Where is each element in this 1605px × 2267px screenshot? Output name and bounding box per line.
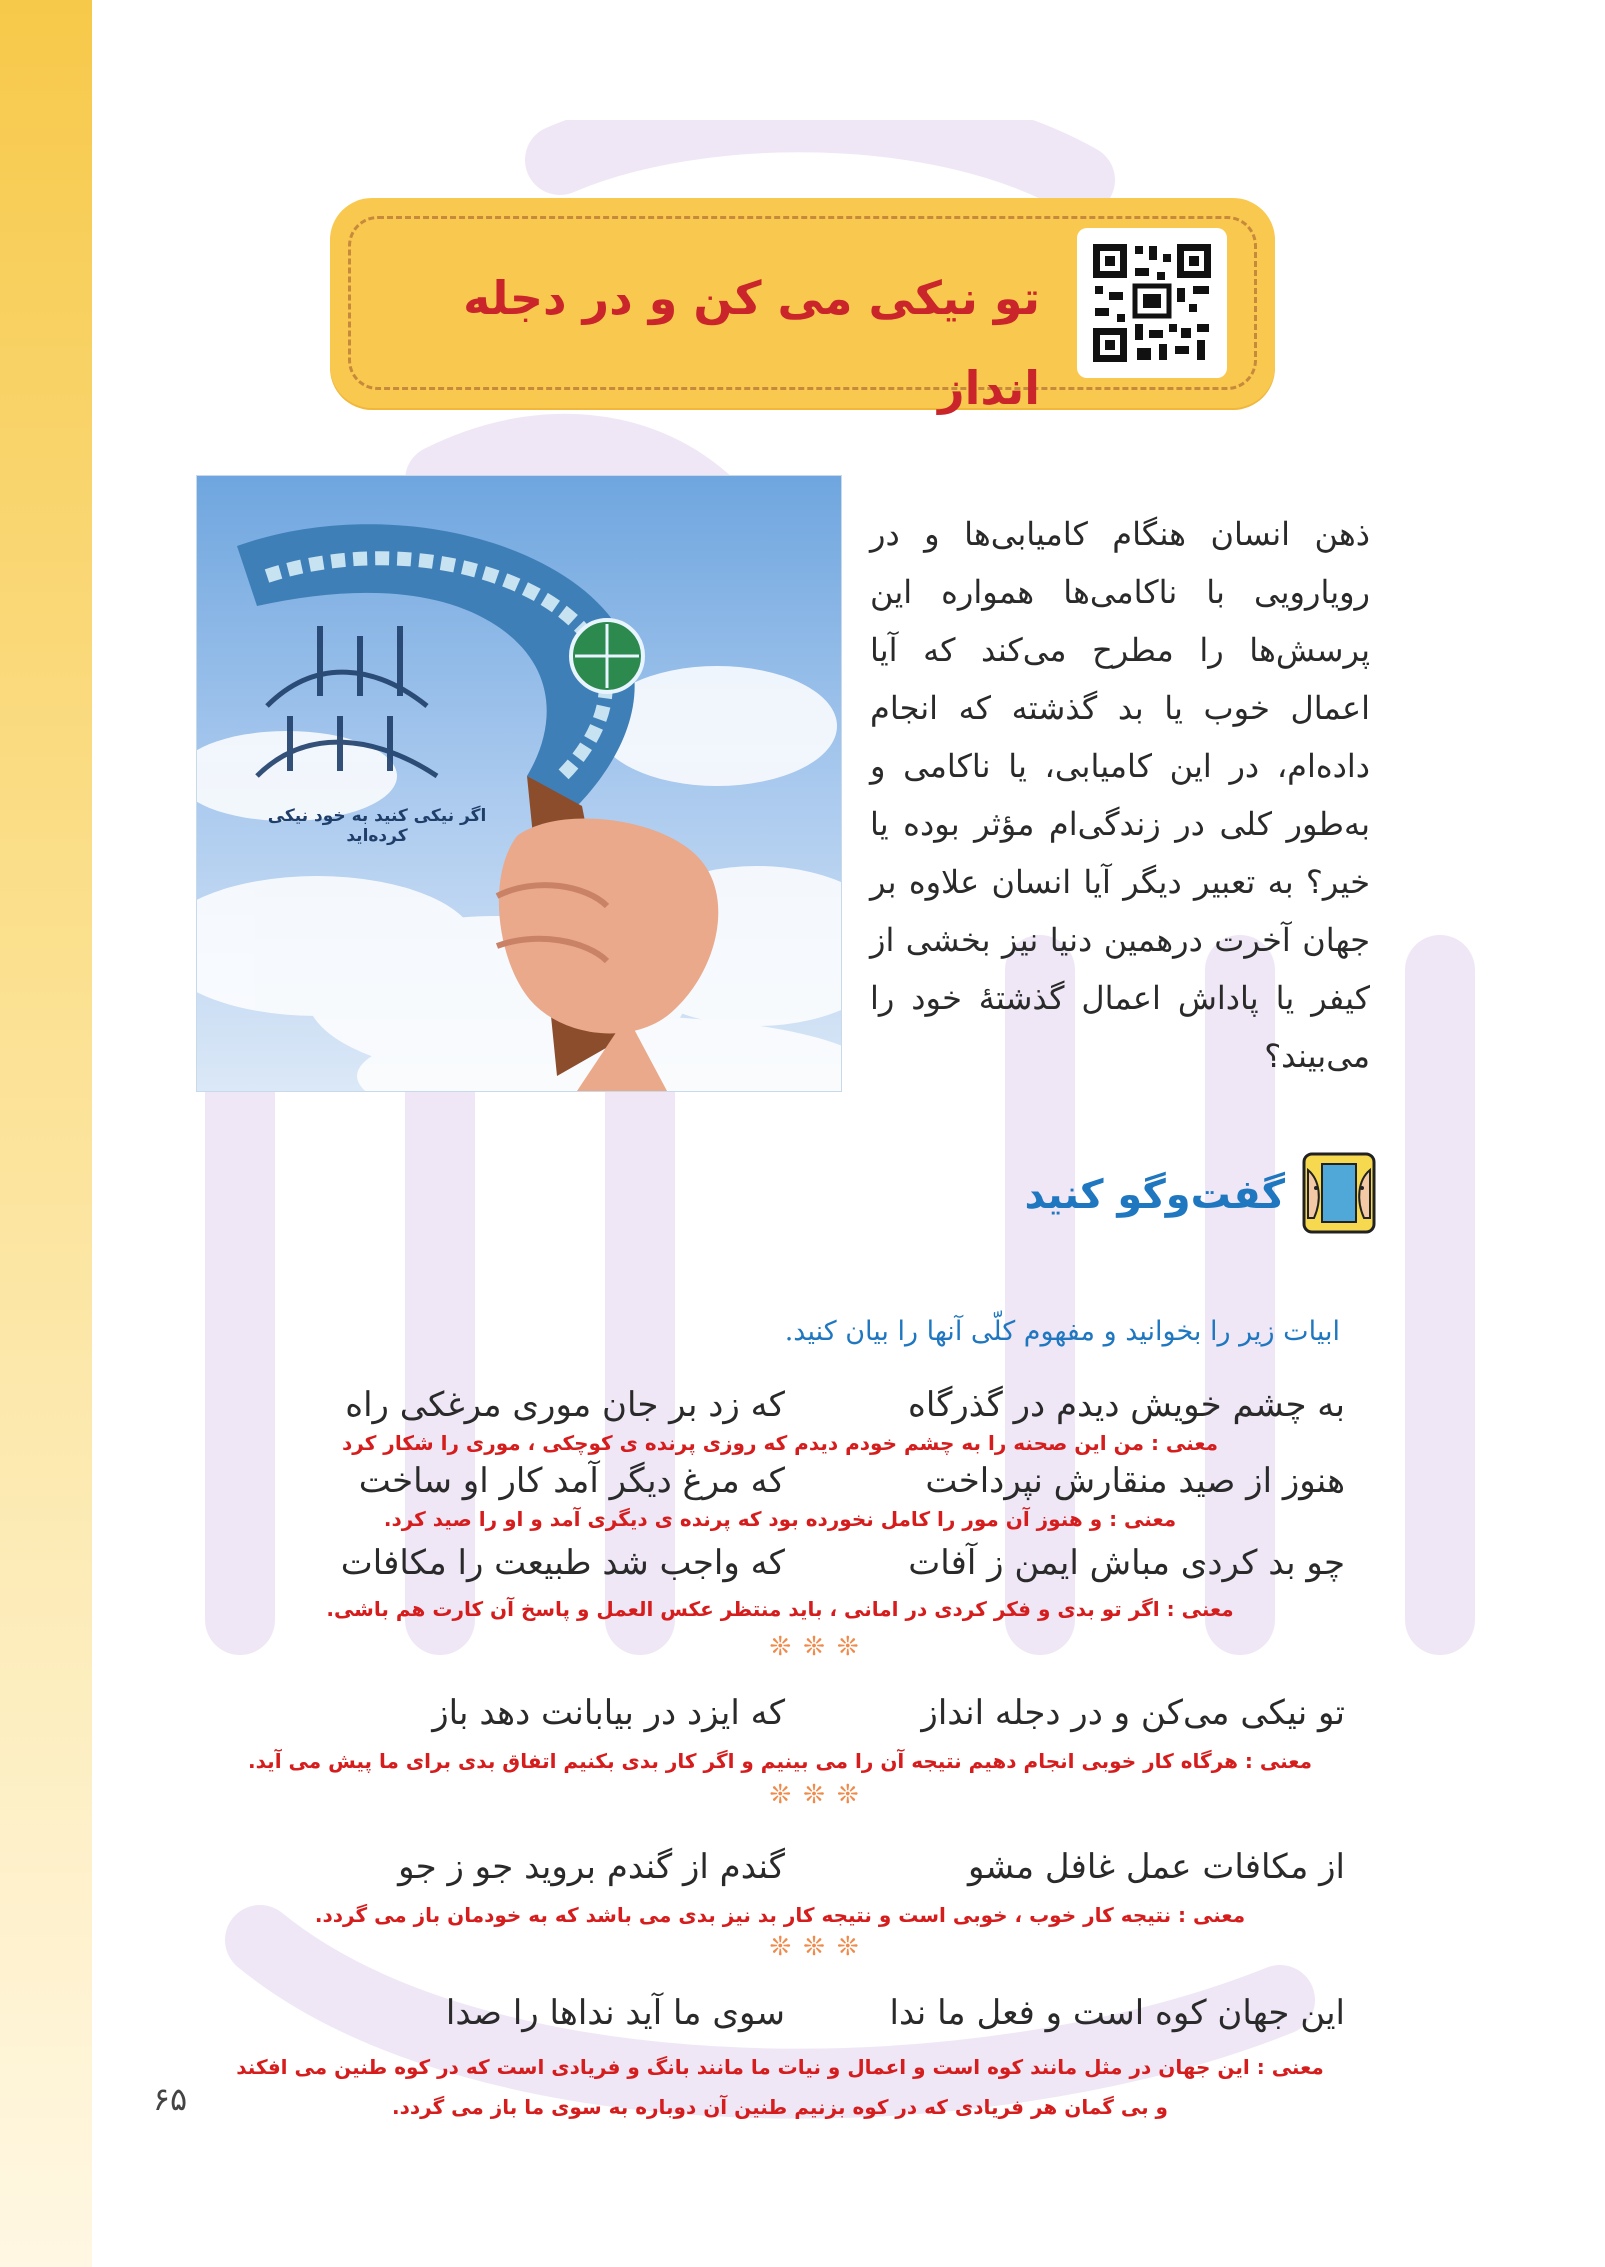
verse-hemistich-1: تو نیکی می‌کن و در دجله انداز — [921, 1693, 1345, 1733]
stars-divider: ❊❊❊ — [769, 1632, 871, 1662]
verse-line — [285, 1988, 1345, 2038]
verse-meaning: معنی : نتیجه کار خوب ، خوبی است و نتیجه کار بد نیز بدی می باشد که به خودمان باز می گردد. — [314, 1903, 1246, 1927]
lesson-title: تو نیکی می کن و در دجله انداز — [463, 271, 1040, 415]
verse-line — [285, 1380, 1345, 1430]
verse-hemistich-2: که مرغ دیگر آمد کار او ساخت — [358, 1461, 785, 1501]
verse-hemistich-1: این جهان کوه است و فعل ما ندا — [889, 1993, 1345, 2033]
verse-hemistich-1: هنوز از صید منقارش نپرداخت — [925, 1461, 1345, 1501]
verse-line — [285, 1688, 1345, 1738]
intro-paragraph: ذهن انسان هنگام کامیابی‌ها و در رویارویی با ناکامی‌ها همواره این پرسش‌ها را مطرح می‌کند که آیا اعمال خوب یا بد گذشته که انجام داده‌ام، در این کامیابی، یا ناکامی و به‌طور کلی در زندگی‌ام مؤثر بوده یا خیر؟ به تعبیر دیگر آیا انسان علاوه بر جهان آخرت درهمین دنیا نیز بخشی از کیفر یا پاداش اعمال گذشتهٔ خود را می‌بیند؟ — [870, 515, 1370, 1075]
verse-meaning-continued: و بی گمان هر فریادی که در کوه بزنیم طنین آن دوباره به سوی ما باز می گردد. — [392, 2095, 1168, 2119]
verse-hemistich-1: چو بد کردی مباش ایمن ز آفات — [908, 1543, 1345, 1583]
image-caption: اگر نیکی کنید به خود نیکی کرده‌اید — [267, 806, 487, 846]
discussion-icon — [1300, 1150, 1378, 1236]
lesson-header — [330, 198, 1275, 415]
discussion-instruction: ابیات زیر را بخوانید و مفهوم کلّی آنها را بیان کنید. — [784, 1316, 1340, 1347]
verse-hemistich-1: از مکافات عمل غافل مشو — [967, 1847, 1345, 1887]
verse-hemistich-1: به چشم خویش دیدم در گذرگاه — [908, 1385, 1345, 1425]
discussion-title: گفت‌وگو کنید — [1024, 1172, 1285, 1218]
verse-hemistich-2: که ایزد در بیابانت دهد باز — [432, 1693, 785, 1733]
verse-line — [285, 1538, 1345, 1588]
boomerang-photo — [196, 475, 842, 1092]
stars-divider: ❊❊❊ — [769, 1932, 871, 1962]
verse-hemistich-2: که زد بر جان موری مرغکی راه — [345, 1385, 785, 1425]
verse-line — [285, 1842, 1345, 1892]
verse-meaning: معنی : اگر تو بدی و فکر کردی در امانی ، باید منتظر عکس العمل و پاسخ آن کارت هم باشی. — [326, 1597, 1234, 1621]
verse-meaning: معنی : و هنوز آن مور را کامل نخورده بود که پرنده ی دیگری آمد و او را صید کرد. — [383, 1507, 1177, 1531]
verse-meaning: معنی : هرگاه کار خوبی انجام دهیم نتیجه آن را می بینیم و اگر کار بدی بکنیم اتفاق بدی برای ما پیش می آید. — [248, 1749, 1312, 1773]
verse-line — [285, 1456, 1345, 1506]
verse-hemistich-2: سوی ما آید نداها را صدا — [445, 1993, 785, 2033]
verse-meaning: معنی : من این صحنه را به چشم خودم دیدم که روزی پرنده ی کوچکی ، موری را شکار کرد — [342, 1431, 1218, 1455]
stars-divider: ❊❊❊ — [769, 1780, 871, 1810]
verse-hemistich-2: گندم از گندم بروید جو ز جو — [398, 1847, 785, 1887]
verse-meaning: معنی : این جهان در مثل مانند کوه است و اعمال و نیات ما مانند بانگ و فریادی است که در کوه طنین می افکند — [236, 2055, 1324, 2079]
side-strip — [0, 0, 92, 2267]
qr-code-icon[interactable] — [1077, 228, 1227, 378]
page-number: ۶۵ — [152, 2080, 188, 2118]
verse-hemistich-2: که واجب شد طبیعت را مکافات — [340, 1543, 785, 1583]
